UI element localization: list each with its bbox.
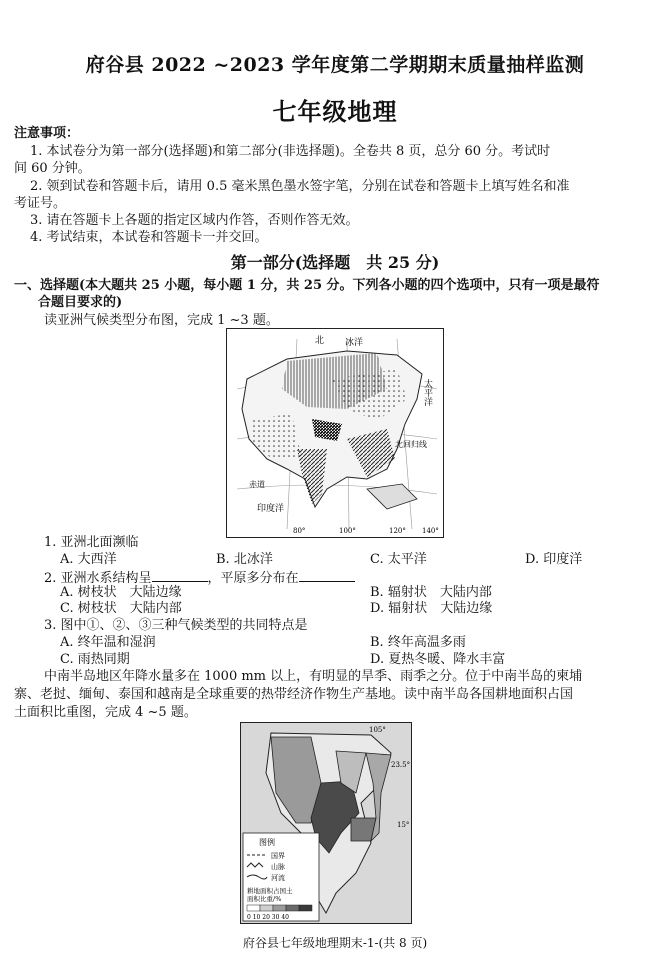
label-north: 北 [315,336,325,346]
asia-climate-map [226,328,444,538]
notice-item-3: 3. 请在答题卡上各题的指定区域内作答，否则作答无效。 [30,213,359,228]
notice-item-1-line-2: 间 60 分钟。 [14,161,91,176]
q2-stem-part-b: ，平原多分布在 [207,571,299,586]
q3-option-c: C. 雨热同期 [60,652,130,667]
q2-blank-2 [299,567,355,582]
legend-scale-labels: 0 10 20 30 40 [247,914,289,921]
legend-scale-30 [286,905,299,911]
legend-ratio-line-1: 耕地面积占国土 [247,887,293,895]
part1-intro-line-2: 合题目要求的) [38,295,123,310]
notice-item-4: 4. 考试结束，本试卷和答题卡一并交回。 [30,230,268,245]
label-lon-80: 80° [293,527,306,535]
label-arctic-ocean: 冰洋 [345,338,364,348]
label-lon-120: 120° [389,527,406,535]
label-lat-15: 15° [397,821,410,829]
q2-option-c: C. 树枝状 大陆内部 [60,601,182,616]
label-lon-140: 140° [422,527,439,535]
q3-option-d: D. 夏热冬暖、降水丰富 [370,652,506,667]
passage-line-2: 寨、老挝、缅甸、泰国和越南是全球重要的热带经济作物生产基地。读中南半岛各国耕地面积占国 [14,687,574,702]
label-lon-105: 105° [369,726,386,734]
q1-option-c: C. 太平洋 [370,552,427,567]
notice-heading: 注意事项： [14,126,80,141]
legend-scale-0 [247,905,260,911]
notice-item-2-line-2: 考证号。 [14,196,67,211]
q2-option-a: A. 树枝状 大陆边缘 [60,585,182,600]
label-indian-ocean: 印度洋 [257,504,285,514]
indochina-cropland-map [240,722,412,924]
q1-stem: 1. 亚洲北面濒临 [44,535,139,550]
q1-option-b: B. 北冰洋 [216,552,273,567]
page-footer: 府谷县七年级地理期末-1-(共 8 页) [242,936,428,950]
q2-option-d: D. 辐射状 大陆边缘 [370,601,493,616]
notice-item-1-line-1: 1. 本试卷分为第一部分(选择题)和第二部分(非选择题)。全卷共 8 页，总分 60 分。考试时 [30,144,551,159]
label-tropic: 北回归线 [395,440,427,449]
legend-border-label: 国界 [271,852,285,860]
subject-title: 七年级地理 [272,97,398,126]
q1-option-a: A. 大西洋 [60,552,117,567]
read-map1-instruction: 读亚洲气候类型分布图，完成 1 ~3 题。 [44,313,279,328]
label-lon-100: 100° [339,527,356,535]
asia-climate-map-svg [227,329,443,537]
q3-option-b: B. 终年高温多雨 [370,635,466,650]
legend-mountain-label: 山脉 [271,863,285,871]
legend-title: 图例 [259,838,275,847]
label-equator: 赤道 [249,480,265,489]
legend-scale-20 [273,905,286,911]
islands [367,484,417,509]
legend-scale-10 [260,905,273,911]
legend-scale-40 [299,905,312,911]
legend-river-label: 河流 [271,874,285,882]
part1-title: 第一部分(选择题 共 25 分) [230,253,440,272]
exam-title: 府谷县 2022 ~2023 学年度第二学期期末质量抽样监测 [85,54,585,76]
q2-blank-1 [152,567,208,582]
passage-line-3: 土面积比重图，完成 4 ~5 题。 [14,705,197,720]
legend-ratio-line-2: 面积比重/% [247,895,282,903]
q2-stem-part-a: 2. 亚洲水系结构呈 [44,571,152,586]
label-pacific: 太平洋 [422,379,432,406]
label-lat-23: 23.5° [391,761,411,769]
q3-stem: 3. 图中①、②、③三种气候类型的共同特点是 [44,618,308,633]
q3-option-a: A. 终年温和湿润 [60,635,156,650]
part1-intro-line-1: 一、选择题(本大题共 25 小题，每小题 1 分，共 25 分。下列各小题的四个选项中，只有一项是最符 [14,278,600,293]
passage-line-1: 中南半岛地区年降水量多在 1000 mm 以上，有明显的旱季、雨季之分。位于中南半岛的柬埔 [44,669,583,684]
notice-item-2-line-1: 2. 领到试卷和答题卡后，请用 0.5 毫米黑色墨水签字笔，分别在试卷和答题卡上填写姓名和准 [30,179,570,194]
indochina-map-svg [241,723,411,923]
q1-option-d: D. 印度洋 [525,552,583,567]
q2-option-b: B. 辐射状 大陆内部 [370,585,492,600]
